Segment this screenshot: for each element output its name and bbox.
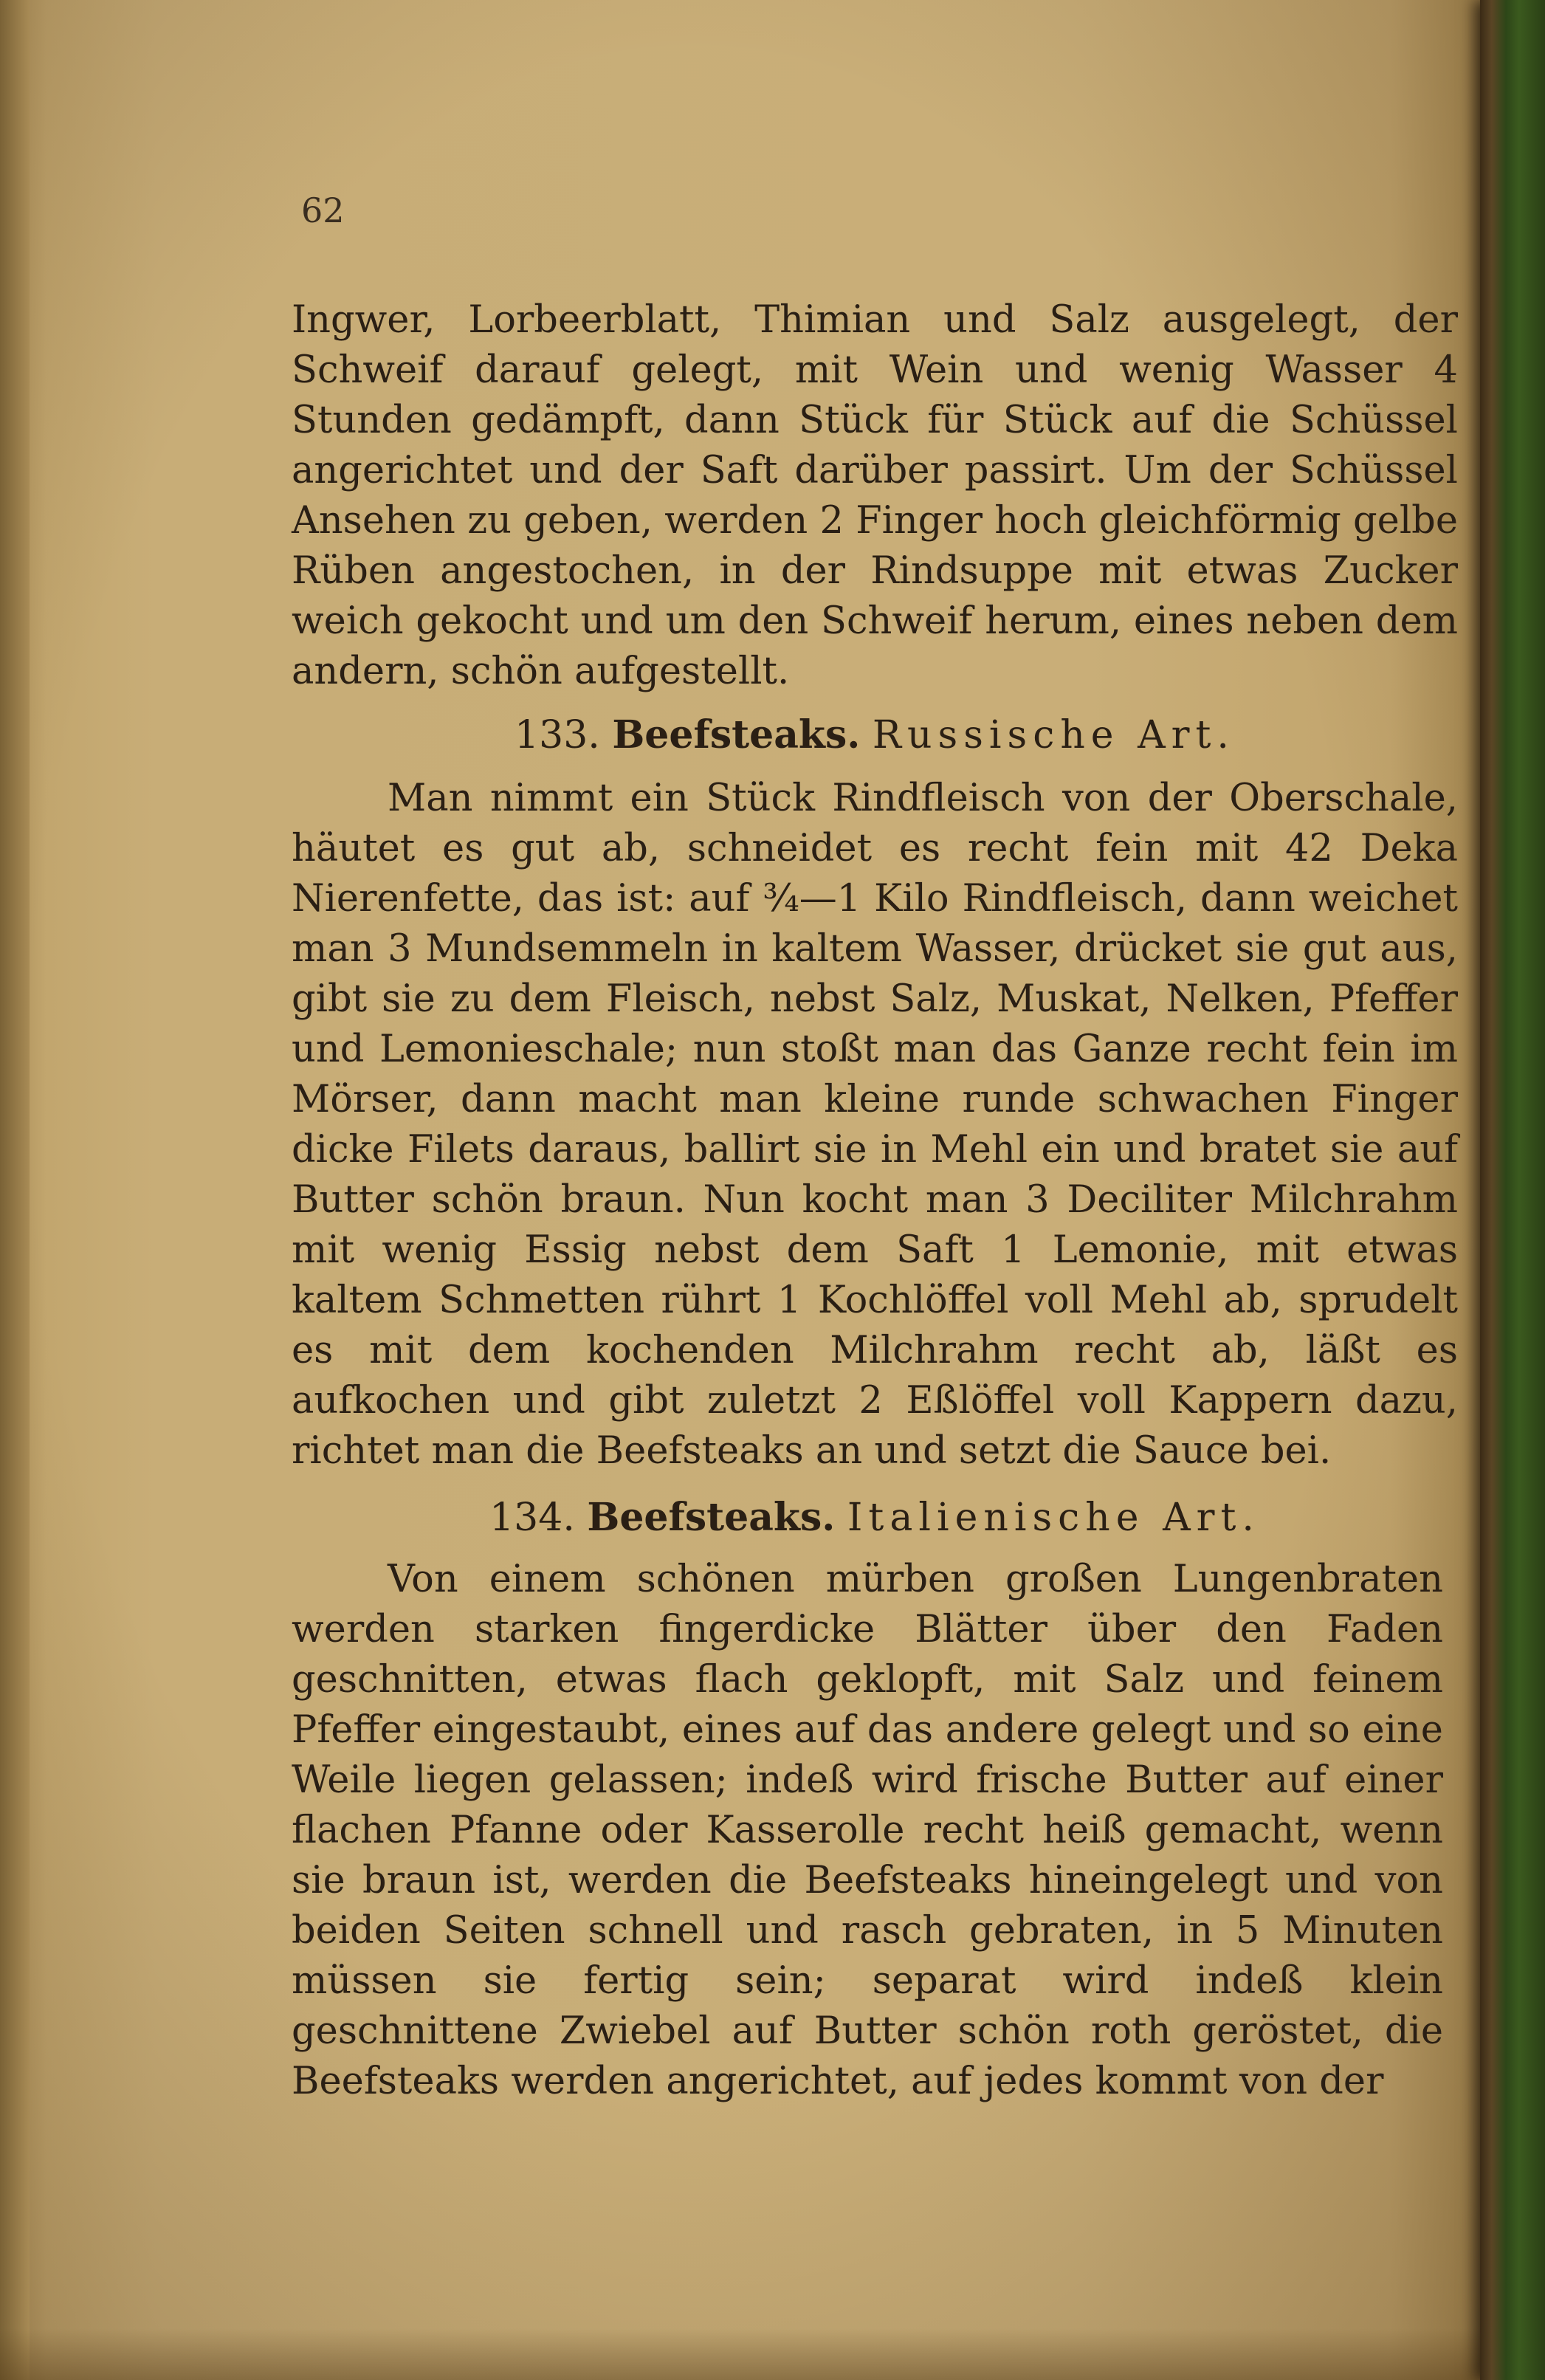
- recipe-134-body: Von einem schönen mürben großen Lungenbraten werden starken fingerdicke Blätter über den Faden geschnitten, etwas flach geklopft, mit Salz und feinem Pfeffer eingestaubt, eines auf das andere gelegt und so eine Weile liegen gelassen; indeß wird frische Butter auf einer flachen Pfanne oder Kasserolle recht heiß gemacht, wenn sie braun ist, werden die Beefsteaks hineingelegt und von beiden Seiten schnell und rasch gebraten, in 5 Minuten müssen sie fertig sein; separat wird indeß klein geschnittene Zwiebel auf Butter schön roth geröstet, die Beefsteaks werden angerichtet, auf jedes kommt von der: [292, 1558, 1443, 2103]
- page-left-edge: [0, 0, 30, 2380]
- recipe-134-heading: [292, 1493, 1458, 1543]
- page-bottom-edge: [0, 2328, 1545, 2380]
- recipe-134-title: Beefsteaks.: [587, 1495, 836, 1540]
- recipe-134-style: Italienische Art.: [847, 1496, 1260, 1540]
- recipe-134-number: 134.: [489, 1496, 575, 1540]
- recipe-133-title: Beefsteaks.: [612, 712, 861, 757]
- continuation-paragraph: Ingwer, Lorbeerblatt, Thimian und Salz ausgelegt, der Schweif darauf gelegt, mit Wein und wenig Wasser 4 Stunden gedämpft, dann Stück für Stück auf die Schüssel angerichtet und der Saft darüber passirt. Um der Schüssel Ansehen zu geben, werden 2 Finger hoch gleichförmig gelbe Rüben angestochen, in der Rindsuppe mit etwas Zucker weich gekocht und um den Schweif herum, eines neben dem andern, schön aufgestellt.: [292, 298, 1458, 693]
- recipe-133-style: Russische Art.: [872, 713, 1235, 757]
- recipe-133-heading: [292, 710, 1458, 760]
- book-spine: [1480, 0, 1545, 2380]
- page-number: 62: [301, 190, 345, 230]
- recipe-133-number: 133.: [515, 713, 600, 757]
- recipe-133-body: Man nimmt ein Stück Rindfleisch von der Oberschale, häutet es gut ab, schneidet es recht fein mit 42 Deka Nierenfette, das ist: auf ¾—1 Kilo Rindfleisch, dann weichet man 3 Mundsemmeln in kaltem Wasser, drücket sie gut aus, gibt sie zu dem Fleisch, nebst Salz, Muskat, Nelken, Pfeffer und Lemonieschale; nun stoßt man das Ganze recht fein im Mörser, dann macht man kleine runde schwachen Finger dicke Filets daraus, ballirt sie in Mehl ein und bratet sie auf Butter schön braun. Nun kocht man 3 Deciliter Milchrahm mit wenig Essig nebst dem Saft 1 Lemonie, mit etwas kaltem Schmetten rührt 1 Kochlöffel voll Mehl ab, sprudelt es mit dem kochenden Milchrahm recht ab, läßt es aufkochen und gibt zuletzt 2 Eßlöffel voll Kappern dazu, richtet man die Beefsteaks an und setzt die Sauce bei.: [292, 777, 1458, 1473]
